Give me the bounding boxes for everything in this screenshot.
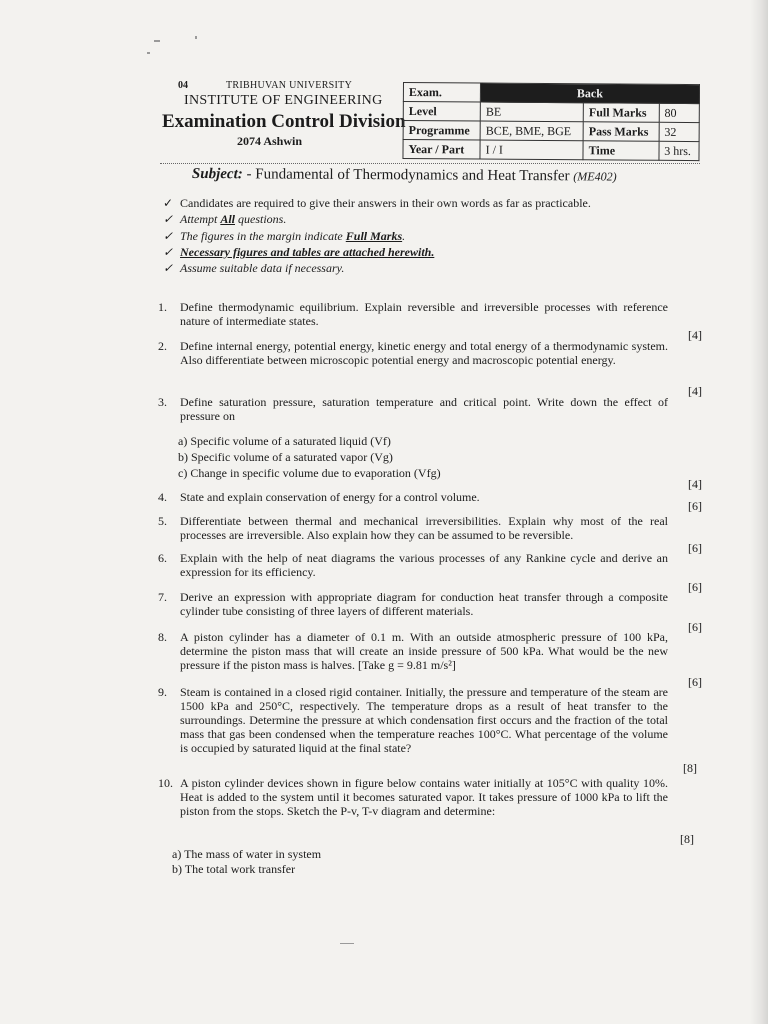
question-text: Differentiate between thermal and mechanical irreversibilities. Explain why most of the real processes are irreversible. Also explain how they can be assumed to be reversible. [180, 514, 668, 542]
level-value: BE [480, 102, 583, 122]
instruction-item [163, 212, 286, 227]
pass-marks-label: Pass Marks [583, 122, 659, 142]
instruction-emphasis: Full Marks [345, 229, 403, 243]
question-number: 3. [158, 395, 167, 409]
programme-value: BCE, BME, BGE [480, 121, 583, 141]
question-number: 9. [158, 685, 167, 699]
check-icon: ✓ [163, 229, 174, 243]
question-marks: [4] [688, 384, 702, 398]
question-number: 5. [158, 514, 167, 528]
full-marks-label: Full Marks [583, 103, 659, 123]
university-name: TRIBHUVAN UNIVERSITY [226, 80, 353, 91]
question-text: Define saturation pressure, saturation temperature and critical point. Write down the effect of pressure on [180, 395, 668, 423]
scan-speck [147, 52, 150, 54]
question-1 [158, 300, 668, 328]
instruction-text: Candidates are required to give their answers in their own words as far as practicable. [180, 196, 591, 210]
question-marks: [6] [688, 499, 702, 513]
instruction-text: questions. [235, 212, 287, 226]
question-text: Define thermodynamic equilibrium. Explain reversible and irreversible processes with reference nature of intermediate states. [180, 300, 668, 328]
year-part-value: I / I [480, 140, 583, 160]
check-icon: ✓ [163, 212, 174, 226]
question-text: A piston cylinder has a diameter of 0.1 m. With an outside atmospheric pressure of 100 kPa, determine the piston mass that will create an inside pressure of 500 kPa. What would be the new pressure if the piston mass is halves. [Take g = 9.81 m/s²] [180, 630, 668, 672]
exam-label: Exam. [403, 83, 480, 103]
instruction-text: . [402, 229, 406, 243]
question-marks: [6] [688, 675, 702, 689]
question-text: A piston cylinder devices shown in figure below contains water initially at 105°C with quality 10%. Heat is added to the system until it becomes saturated vapor. It takes pressure of 1000 kPa to lift the piston from the stops. Sketch the P-v, T-v diagram and determine: [180, 776, 668, 818]
instruction-text: The figures in the margin indicate [180, 229, 346, 243]
question-marks: [4] [688, 477, 702, 491]
question-7 [158, 590, 668, 618]
question-4 [158, 490, 668, 504]
question-10 [158, 776, 668, 818]
question-number: 6. [158, 551, 167, 565]
check-icon: ✓ [163, 245, 174, 259]
scan-speck [195, 36, 197, 39]
question-marks: [8] [683, 761, 697, 775]
division-title: Examination Control Division [162, 111, 406, 132]
question-marks: [6] [688, 620, 702, 634]
question-number: 1. [158, 300, 167, 314]
question-number: 8. [158, 630, 167, 644]
question-6 [158, 551, 668, 579]
instruction-item [163, 229, 405, 244]
question-text: Define internal energy, potential energy, kinetic energy and total energy of a thermodynamic system. Also differentiate between microscopic potential energy and macroscopic potential energy. [180, 339, 668, 367]
scan-speck [154, 40, 160, 42]
paper-code: 04 [178, 80, 188, 91]
sub-question: b) The total work transfer [172, 862, 296, 876]
subject-line [192, 166, 617, 186]
instruction-item [163, 261, 344, 276]
sub-question: a) The mass of water in system [172, 847, 322, 861]
sub-question: c) Change in specific volume due to evaporation (Vfg) [178, 466, 441, 480]
question-number: 4. [158, 490, 167, 504]
pass-marks-value: 32 [659, 122, 699, 141]
sub-question: b) Specific volume of a saturated vapor (Vg) [178, 450, 393, 464]
institute-name: INSTITUTE OF ENGINEERING [184, 93, 383, 108]
question-8 [158, 630, 668, 672]
instruction-item [163, 196, 591, 211]
question-marks: [6] [688, 541, 702, 555]
question-text: Explain with the help of neat diagrams the various processes of any Rankine cycle and derive an expression for its efficiency. [180, 551, 668, 579]
year-part-label: Year / Part [403, 140, 480, 160]
question-text: Derive an expression with appropriate diagram for conduction heat transfer through a composite cylinder tube consisting of three layers of different materials. [180, 590, 668, 618]
full-marks-value: 80 [659, 103, 699, 122]
subject-title: - Fundamental of Thermodynamics and Heat Transfer [246, 166, 570, 185]
exam-session: 2074 Ashwin [237, 134, 303, 148]
question-number: 2. [158, 339, 167, 353]
question-text: Steam is contained in a closed rigid container. Initially, the pressure and temperature of the steam are 1500 kPa and 250°C, respectively. The temperature drops as a result of heat transfer to the surroundings. Determine the pressure at which condensation first occurs and the fraction of the total mass that gas been condensed when the temperature reaches 100°C. What percentage of the volume is occupied by saturated liquid at the final state? [180, 685, 668, 755]
instruction-emphasis: All [220, 212, 235, 226]
question-marks: [4] [688, 328, 702, 342]
programme-label: Programme [403, 121, 480, 141]
check-icon: ✓ [163, 196, 174, 210]
question-number: 7. [158, 590, 167, 604]
check-icon: ✓ [163, 261, 174, 275]
question-3 [158, 395, 668, 423]
subject-code: (ME402) [573, 169, 617, 184]
exam-type-value: Back [480, 83, 699, 104]
question-number: 10. [158, 776, 173, 790]
question-9 [158, 685, 668, 755]
scan-edge-shadow [750, 0, 768, 1024]
instruction-text: Necessary figures and tables are attached herewith. [180, 245, 435, 259]
subject-label: Subject: [191, 166, 243, 183]
header-divider [160, 163, 700, 164]
question-2 [158, 339, 668, 367]
question-marks: [6] [688, 580, 702, 594]
time-value: 3 hrs. [659, 141, 699, 160]
instruction-text: Assume suitable data if necessary. [180, 261, 345, 275]
instruction-item [163, 245, 434, 260]
exam-info-table [402, 82, 700, 161]
question-text: State and explain conservation of energy for a control volume. [180, 490, 480, 504]
question-marks: [8] [680, 832, 694, 846]
instruction-text: Attempt [180, 212, 221, 226]
sub-question: a) Specific volume of a saturated liquid (Vf) [178, 434, 391, 448]
level-label: Level [403, 102, 480, 122]
scan-speck [340, 943, 354, 944]
question-5 [158, 514, 668, 542]
time-label: Time [583, 141, 659, 161]
